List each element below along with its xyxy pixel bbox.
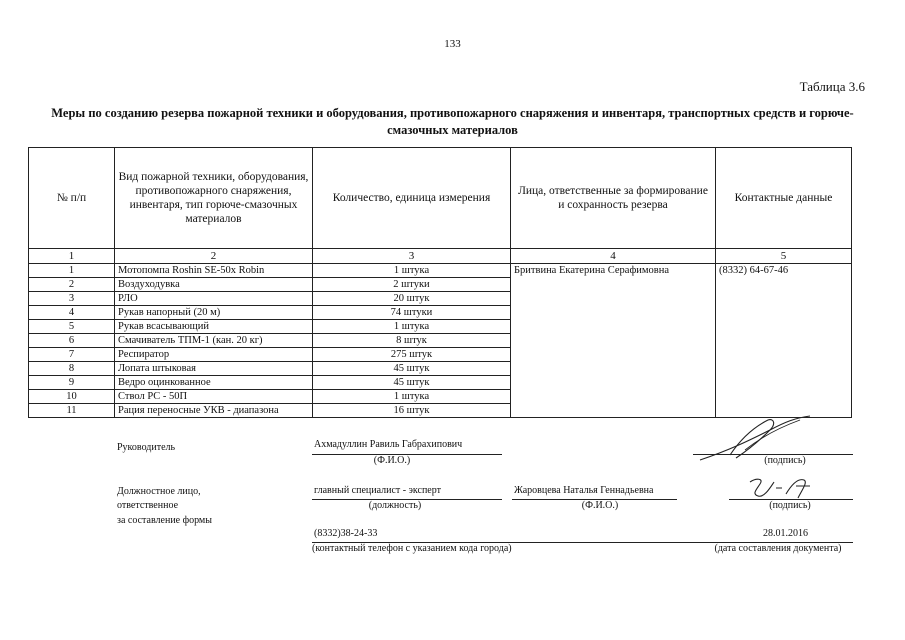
position-label: (должность)	[368, 500, 422, 511]
row-quantity: 8 штук	[313, 334, 511, 348]
official-position: главный специалист - эксперт	[314, 485, 441, 496]
row-quantity: 1 штука	[313, 320, 511, 334]
row-quantity: 2 штуки	[313, 278, 511, 292]
contact-phone: (8332)38-24-33	[314, 528, 378, 539]
head-name: Ахмадуллин Равиль Габрахипович	[314, 439, 463, 450]
document-date: 28.01.2016	[763, 528, 808, 539]
header-contact: Контактные данные	[716, 148, 852, 249]
table-header-row	[29, 148, 852, 249]
row-item: РЛО	[115, 292, 313, 306]
row-item: Респиратор	[115, 348, 313, 362]
row-item: Рация переносные УКВ - диапазона	[115, 404, 313, 418]
official-signature-label: (подпись)	[769, 500, 811, 511]
header-num: № п/п	[29, 148, 115, 249]
row-quantity: 275 штук	[313, 348, 511, 362]
official-signature-mark	[742, 474, 822, 502]
row-quantity: 1 штука	[313, 390, 511, 404]
signature-label: (подпись)	[764, 455, 806, 466]
official-label-1: Должностное лицо,	[117, 486, 201, 497]
head-label: Руководитель	[117, 442, 176, 453]
row-quantity: 74 штуки	[313, 306, 511, 320]
row-item: Лопата штыковая	[115, 362, 313, 376]
row-number: 1	[29, 264, 115, 278]
row-item: Воздуходувка	[115, 278, 313, 292]
row-number: 2	[29, 278, 115, 292]
responsible-person: Бритвина Екатерина Серафимовна	[511, 264, 716, 418]
row-number: 7	[29, 348, 115, 362]
row-quantity: 45 штук	[313, 376, 511, 390]
contact-data: (8332) 64-67-46	[716, 264, 852, 418]
column-number: 4	[511, 249, 716, 264]
row-number: 4	[29, 306, 115, 320]
table-caption: Таблица 3.6	[799, 79, 865, 94]
document-title: Меры по созданию резерва пожарной техники и оборудования, противопожарного снаряжения и инвентаря, транспортных средств и горюче-смазочных материалов	[51, 106, 854, 137]
reserve-table	[28, 147, 852, 418]
page-number: 133	[444, 38, 461, 50]
row-item: Мотопомпа Roshin SE-50x Robin	[115, 264, 313, 278]
row-quantity: 20 штук	[313, 292, 511, 306]
row-number: 6	[29, 334, 115, 348]
column-number: 2	[115, 249, 313, 264]
row-item: Ствол РС - 50П	[115, 390, 313, 404]
row-item: Рукав напорный (20 м)	[115, 306, 313, 320]
official-label-3: за составление формы	[117, 515, 212, 526]
header-item: Вид пожарной техники, оборудования, противопожарного снаряжения, инвентаря, тип горюче-смазочных материалов	[115, 148, 313, 249]
fio-label: (Ф.И.О.)	[373, 455, 411, 466]
header-quantity: Количество, единица измерения	[313, 148, 511, 249]
row-number: 10	[29, 390, 115, 404]
row-item: Ведро оцинкованное	[115, 376, 313, 390]
head-signature-mark	[690, 410, 820, 466]
column-number: 1	[29, 249, 115, 264]
table-row	[29, 264, 852, 278]
official-label-2: ответственное	[117, 500, 179, 511]
column-number-row	[29, 249, 852, 264]
row-number: 5	[29, 320, 115, 334]
date-label: (дата составления документа)	[714, 543, 842, 554]
column-number: 5	[716, 249, 852, 264]
row-number: 8	[29, 362, 115, 376]
header-responsible: Лица, ответственные за формирование и сохранность резерва	[511, 148, 716, 249]
row-quantity: 16 штук	[313, 404, 511, 418]
row-number: 9	[29, 376, 115, 390]
row-item: Смачиватель ТПМ-1 (кан. 20 кг)	[115, 334, 313, 348]
phone-label: (контактный телефон с указанием кода города)	[312, 543, 512, 554]
row-quantity: 1 штука	[313, 264, 511, 278]
row-number: 3	[29, 292, 115, 306]
row-number: 11	[29, 404, 115, 418]
official-name: Жаровцева Наталья Геннадьевна	[514, 485, 654, 496]
row-item: Рукав всасывающий	[115, 320, 313, 334]
column-number: 3	[313, 249, 511, 264]
official-fio-label: (Ф.И.О.)	[581, 500, 619, 511]
row-quantity: 45 штук	[313, 362, 511, 376]
